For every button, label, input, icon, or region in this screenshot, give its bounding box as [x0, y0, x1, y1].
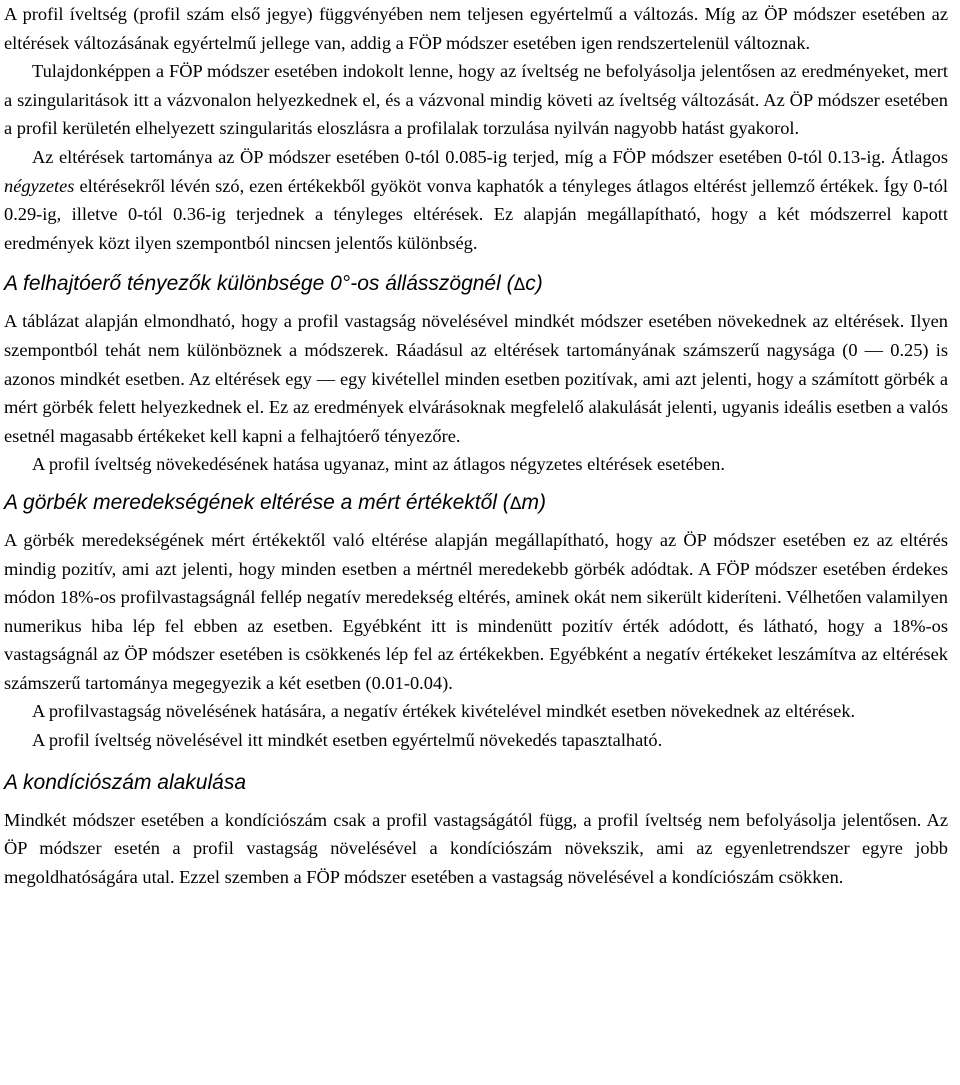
paragraph-slope-curvature-effect: A profil íveltség növelésével itt mindkét esetben egyértelmű növekedés tapasztalható.	[32, 730, 663, 751]
paragraph-lift-table-analysis: A táblázat alapján elmondható, hogy a profil vastagság növelésével mindkét módszer esetében növekednek az eltérések. Ilyen szempontból tehát nem különböznek a módszerek. Ráadásul az eltérések tartományának számszerű nagysága (0 — 0.25) is azonos mindkét esetben. Az eltérések egy — egy kivétellel minden esetben pozitívak, ami azt jelenti, hogy a számított görbék a mért görbék felett helyezkednek el. Ez az eredmények elvárásoknak megfelelő alakulását jelenti, ugyanis ideális esetben a valós esetnél magasabb értékeket kell kapni a felhajtóerő tényezőre.	[4, 311, 948, 446]
paragraph-fop-justification: Tulajdonképpen a FÖP módszer esetében indokolt lenne, hogy az íveltség ne befolyásolja jelentősen az eredményeket, mert a szingularitások itt a vázvonalon helyezkednek el, és a vázvonal mindig követi az íveltség változását. Az ÖP módszer esetében a profil kerületén elhelyezett szingularitás eloszlásra a profilalak torzulása nyilván nagyobb hatást gyakorol.	[4, 61, 948, 139]
error-range-text-b: eltérésekről lévén szó, ezen értékekből gyököt vonva kaphatók a tényleges átlagos eltérést jellemző értékek. Így 0-tól 0.29-ig, illetve 0-tól 0.36-ig terjednek a tényleges eltérések. Ez alapján megállapítható, hogy a két módszerrel kapott eredmények közt ilyen szempontból nincsen jelentős különbség.	[4, 175, 948, 253]
delta-symbol: Δ	[509, 493, 522, 514]
paragraph-error-range	[4, 143, 948, 257]
error-range-text-a: Az eltérések tartománya az ÖP módszer esetében 0-tól 0.085-ig terjed, míg a FÖP módszer esetében 0-tól 0.13-ig. Átlagos	[32, 146, 948, 167]
heading-slope-pre: A görbék meredekségének eltérése a mért értékektől (	[4, 490, 510, 514]
heading-lift-post: c)	[525, 272, 543, 296]
degree-symbol: °	[341, 272, 351, 296]
heading-condition-number: A kondíciószám alakulása	[4, 770, 247, 794]
paragraph-slope-thickness-effect: A profilvastagság növelésének hatására, a negatív értékek kivételével mindkét esetben növekednek az eltérések.	[32, 701, 856, 722]
heading-lift-mid: -os állásszögnél (	[350, 272, 514, 296]
heading-lift-pre: A felhajtóerő tényezők különbsége 0	[4, 272, 342, 296]
delta-symbol: Δ	[513, 275, 526, 296]
heading-slope-difference	[4, 489, 948, 518]
paragraph-lift-curvature-effect: A profil íveltség növekedésének hatása ugyanaz, mint az átlagos négyzetes eltérések esetében.	[32, 454, 725, 475]
paragraph-curvature-effect: A profil íveltség (profil szám első jegye) függvényében nem teljesen egyértelmű a változás. Míg az ÖP módszer esetében az eltérések változásának egyértelmű jellege van, addig a FÖP módszer esetében igen rendszertelenül változnak.	[4, 4, 948, 53]
error-range-emphasis: négyzetes	[4, 175, 75, 196]
heading-slope-post: m)	[521, 490, 546, 514]
heading-lift-coefficient-difference	[4, 270, 948, 299]
paragraph-condition-number: Mindkét módszer esetében a kondíciószám csak a profil vastagságától függ, a profil íveltség nem befolyásolja jelentősen. Az ÖP módszer esetén a profil vastagság növelésével a kondíciószám növekszik, ami az egyenletrendszer egyre jobb megoldhatóságára utal. Ezzel szemben a FÖP módszer esetében a vastagság növelésével a kondíciószám csökken.	[4, 809, 948, 887]
paragraph-slope-analysis: A görbék meredekségének mért értékektől való eltérése alapján megállapítható, hogy az ÖP módszer esetében ez az eltérés mindig pozitív, ami azt jelenti, hogy minden esetben a mértnél meredekebb görbék adódtak. A FÖP módszer esetében érdekes módon 18%-os profilvastagságnál fellép negatív meredekség eltérés, aminek okát nem sikerült kideríteni. Vélhetően valamilyen numerikus hiba lép fel ebben az esetben. Egyébként itt is mindenütt pozitív érték adódott, és látható, hogy a 18%-os vastagságnál az ÖP módszer esetében is csökkenés lép fel az értékekben. Egyébként a negatív értékeket leszámítva az eltérések számszerű tartománya megegyezik a két esetben (0.01-0.04).	[4, 529, 948, 693]
